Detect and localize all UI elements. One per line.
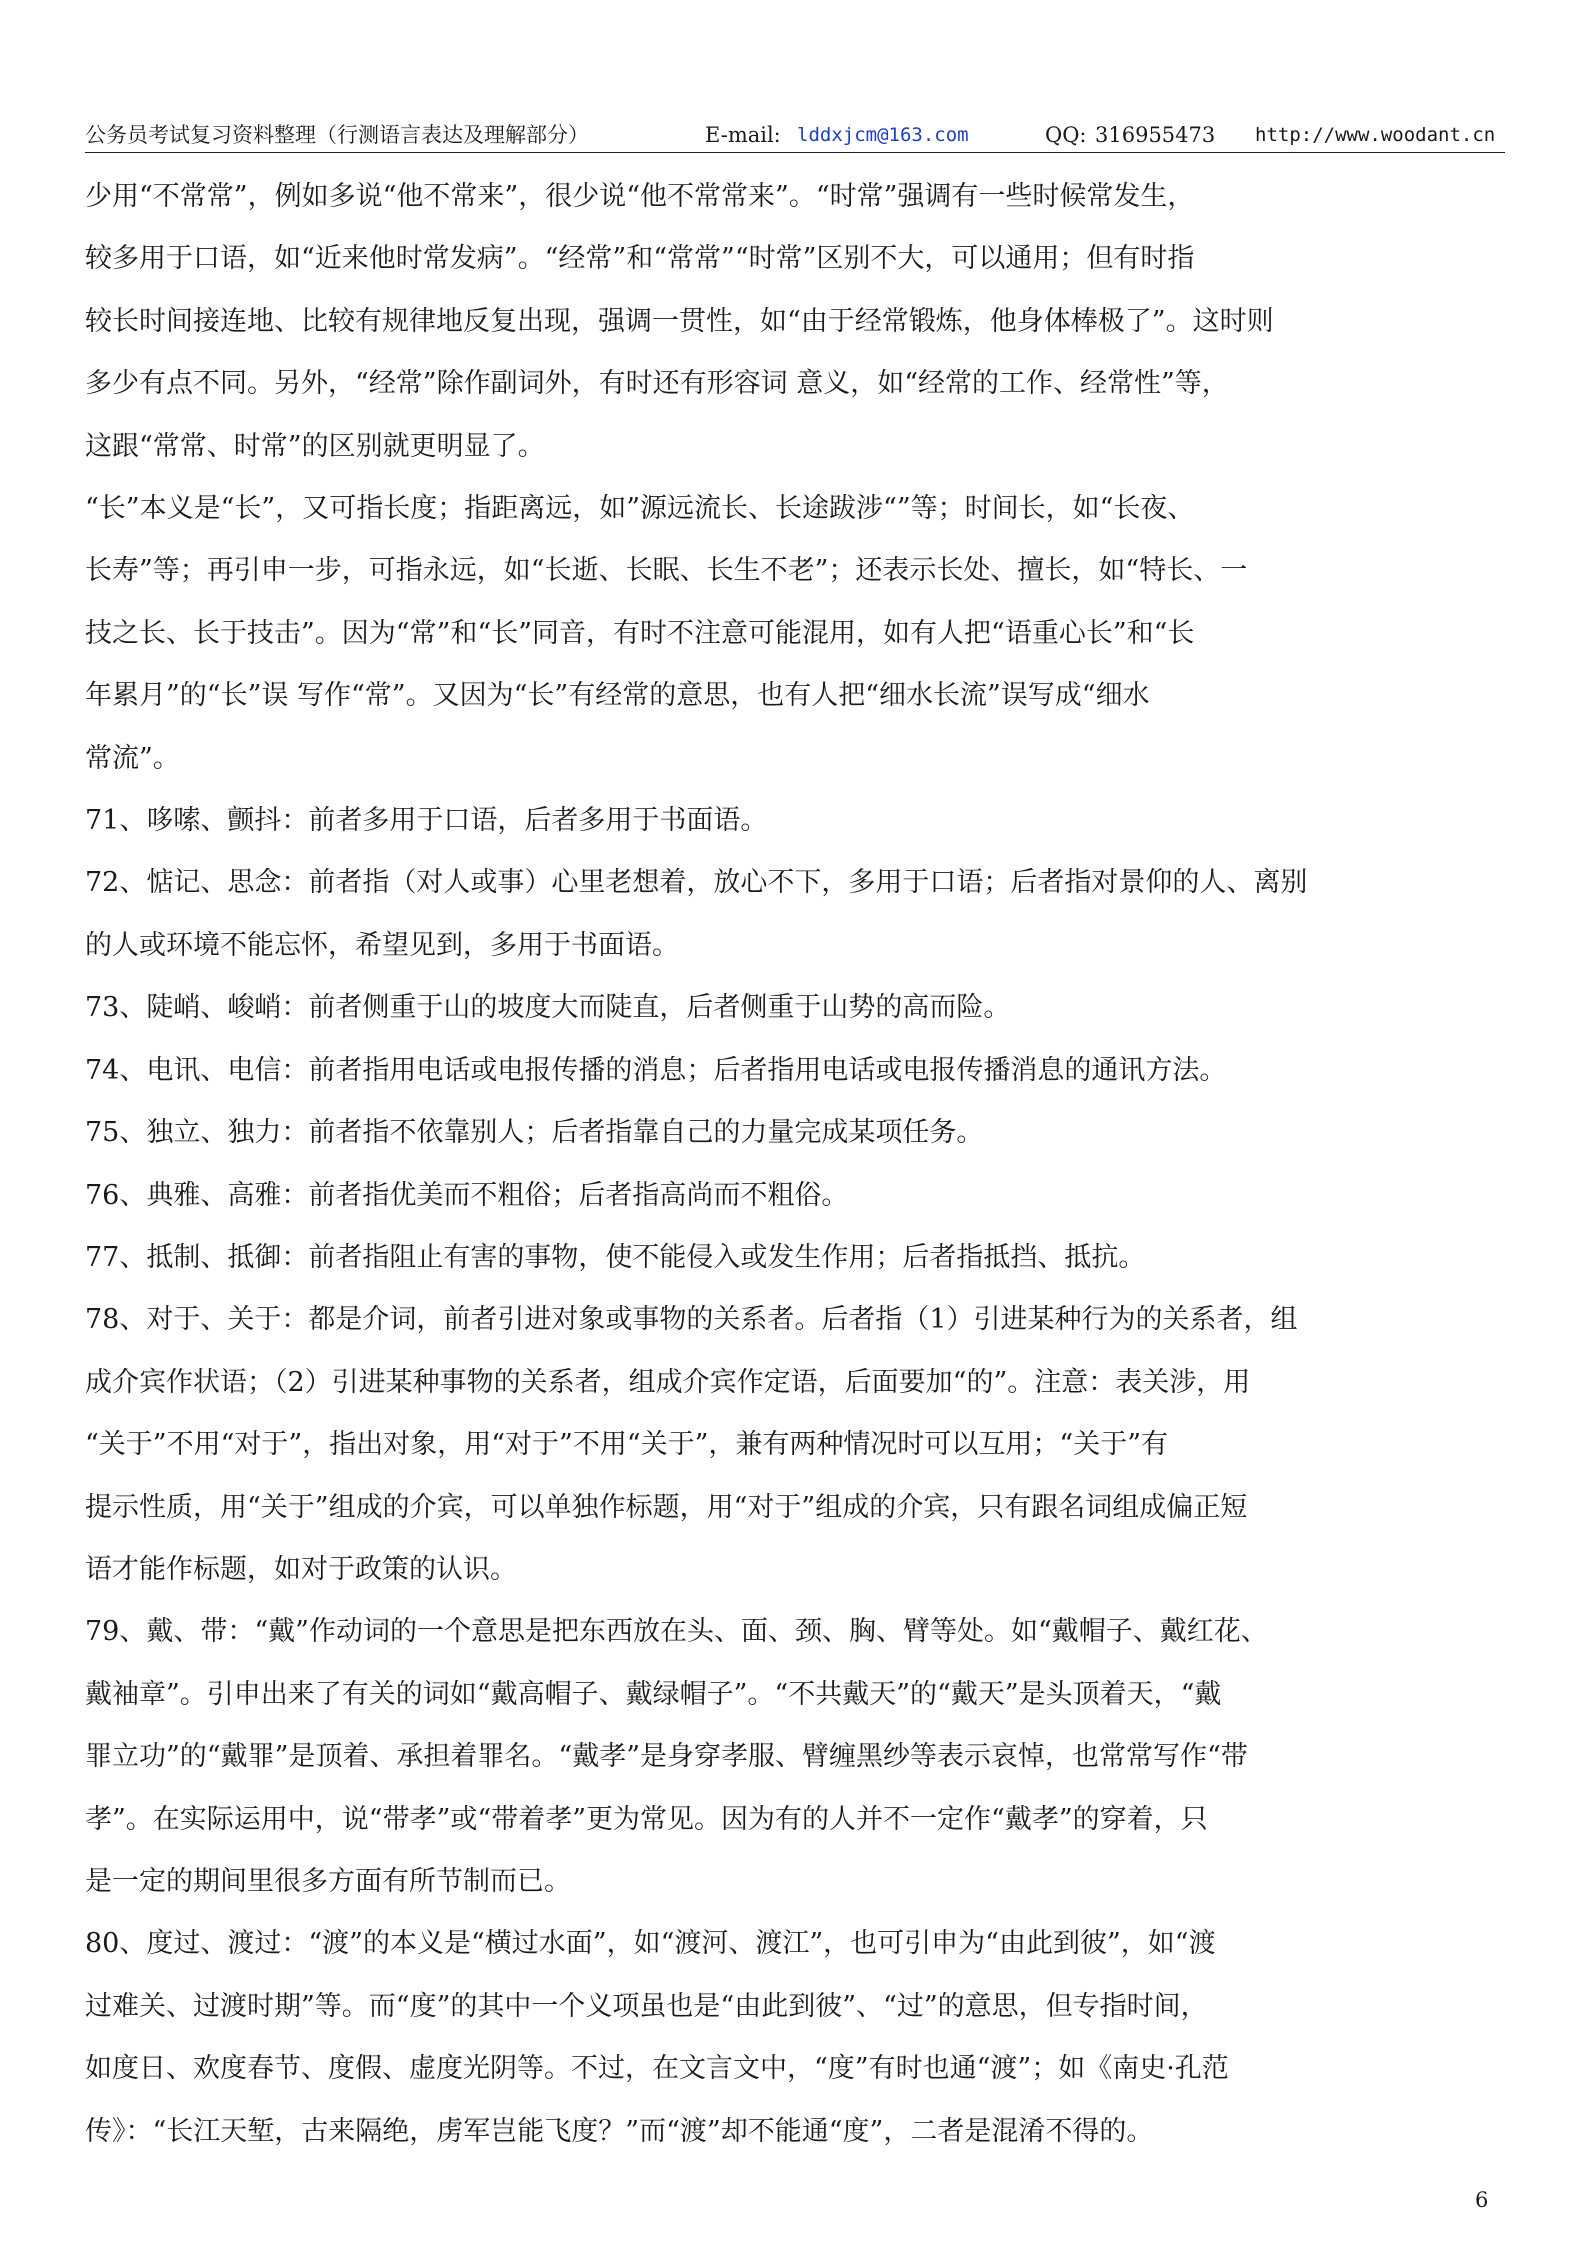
text-line: 76、典雅、高雅：前者指优美而不粗俗；后者指高尚而不粗俗。 [85,1179,849,1211]
text-line: 的人或环境不能忘怀，希望见到，多用于书面语。 [85,929,679,961]
header-qq-label: QQ: [1045,123,1087,147]
text-line: 较长时间接连地、比较有规律地反复出现，强调一贯性，如“由于经常锻炼，他身体棒极了”。这时则 [85,305,1274,337]
text-line: 74、电讯、电信：前者指用电话或电报传播的消息；后者指用电话或电报传播消息的通讯方法。 [85,1054,1227,1086]
text-line: 过难关、过渡时期”等。而“度”的其中一个义项虽也是“由此到彼”、“过”的意思，但专指时间， [85,1990,1208,2022]
text-line: 较多用于口语，如“近来他时常发病”。“经常”和“常常”“时常”区别不大，可以通用；但有时指 [85,243,1195,275]
text-line: 78、对于、关于：都是介词，前者引进对象或事物的关系者。后者指（1）引进某种行为的关系者，组 [85,1304,1298,1336]
header-qq-number: 316955473 [1095,123,1216,147]
body-text [85,166,1525,2163]
text-line: 长寿”等；再引申一步，可指永远，如“长逝、长眠、长生不老”；还表示长处、擅长，如“特长、一 [85,555,1248,587]
page-header [85,120,1505,153]
text-line: 72、惦记、思念：前者指（对人或事）心里老想着，放心不下，多用于口语；后者指对景仰的人、离别 [85,867,1308,899]
page-number: 6 [1475,2188,1489,2212]
text-line: 75、独立、独力：前者指不依靠别人；后者指靠自己的力量完成某项任务。 [85,1117,984,1149]
text-line: 常流”。 [85,742,180,774]
text-line: 这跟“常常、时常”的区别就更明显了。 [85,430,545,462]
text-line: 73、陡峭、峻峭：前者侧重于山的坡度大而陡直，后者侧重于山势的高而险。 [85,992,1011,1024]
text-line: 如度日、欢度春节、度假、虚度光阴等。不过，在文言文中，“度”有时也通“渡”；如《南史·孔范 [85,2053,1229,2085]
text-line: 年累月”的“长”误 写作“常”。又因为“长”有经常的意思，也有人把“细水长流”误写成“细水 [85,680,1150,712]
text-line: 成介宾作状语；（2）引进某种事物的关系者，组成介宾作定语，后面要加“的”。注意：表关涉，用 [85,1366,1251,1398]
text-line: 孝”。在实际运用中，说“带孝”或“带着孝”更为常见。因为有的人并不一定作“戴孝”的穿着，只 [85,1803,1208,1835]
text-line: 少用“不常常”，例如多说“他不常来”，很少说“他不常常来”。“时常”强调有一些时候常发生， [85,181,1195,212]
header-email-link[interactable]: lddxjcm@163.com [797,124,969,146]
text-line: 71、哆嗦、颤抖：前者多用于口语，后者多用于书面语。 [85,805,768,837]
text-line: 80、度过、渡过：“渡”的本义是“横过水面”，如“渡河、渡江”，也可引申为“由此到彼”，如“渡 [85,1928,1216,1960]
text-line: “关于”不用“对于”，指出对象，用“对于”不用“关于”，兼有两种情况时可以互用；“关于”有 [85,1429,1169,1461]
text-line: “长”本义是“长”，又可指长度；指距离远，如”源远流长、长途跋涉“”等；时间长，如“长夜、 [85,493,1195,525]
text-line: 语才能作标题，如对于政策的认识。 [85,1553,517,1585]
header-website-url: http://www.woodant.cn [1255,124,1496,146]
text-line: 技之长、长于技击”。因为“常”和“长”同音，有时不注意可能混用，如有人把“语重心长”和“长 [85,617,1195,649]
header-title: 公务员考试复习资料整理（行测语言表达及理解部分） [85,123,589,147]
text-line: 戴袖章”。引申出来了有关的词如“戴高帽子、戴绿帽子”。“不共戴天”的“戴天”是头顶着天，“戴 [85,1678,1222,1710]
text-line: 79、戴、带：“戴”作动词的一个意思是把东西放在头、面、颈、胸、臂等处。如“戴帽子、戴红花、 [85,1616,1268,1648]
header-email-label: E-mail: [705,123,781,147]
text-line: 多少有点不同。另外，“经常”除作副词外，有时还有形容词 意义，如“经常的工作、经常性”等， [85,368,1229,400]
text-line: 传》：“长江天堑，古来隔绝，虏军岂能飞度？”而“渡”却不能通“度”，二者是混淆不得的。 [85,2115,1154,2147]
text-line: 提示性质，用“关于”组成的介宾，可以单独作标题，用“对于”组成的介宾，只有跟名词组成偏正短 [85,1491,1248,1523]
text-line: 是一定的期间里很多方面有所节制而已。 [85,1865,571,1897]
text-line: 77、抵制、抵御：前者指阻止有害的事物，使不能侵入或发生作用；后者指抵挡、抵抗。 [85,1241,1146,1273]
text-line: 罪立功”的“戴罪”是顶着、承担着罪名。“戴孝”是身穿孝服、臂缠黑纱等表示哀悼，也常常写作“带 [85,1741,1248,1773]
